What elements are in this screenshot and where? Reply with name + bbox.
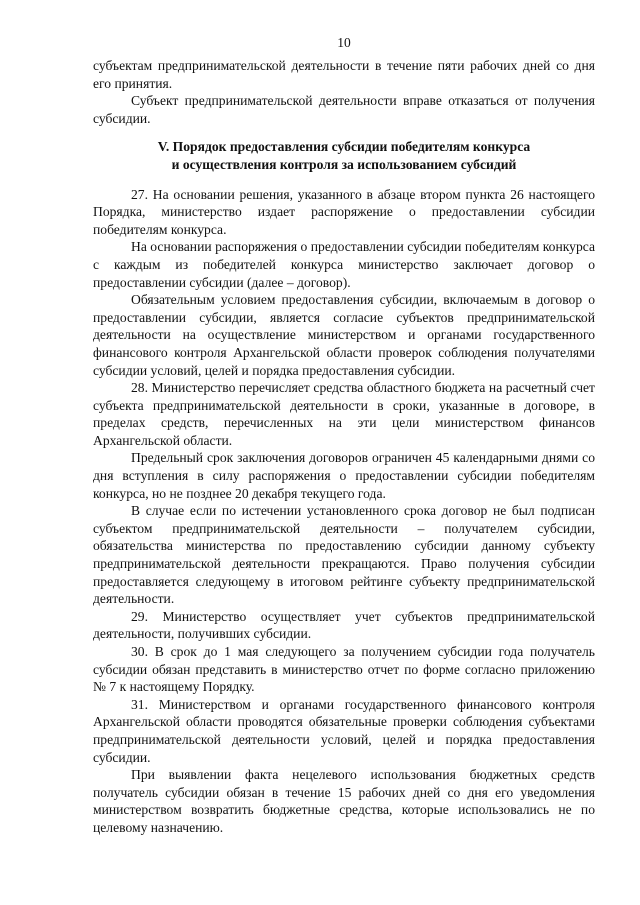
paragraph-item-29: 29. Министерство осуществляет учет субъектов предпринимательской деятельности, получивших субсидии. — [93, 608, 595, 642]
section-heading-line-1: V. Порядок предоставления субсидии победителям конкурса — [157, 139, 531, 155]
paragraph-deadline: Предельный срок заключения договоров ограничен 45 календарными днями со дня вступления в силу распоряжения о предоставлении субсидии победителям конкурса, но не позднее 20 декабря текущего года. — [93, 450, 595, 501]
paragraph-item-27: 27. На основании решения, указанного в абзаце втором пункта 26 настоящего Порядка, министерство издает распоряжение о предоставлении субсидии победителям конкурса. — [93, 186, 595, 237]
section-heading — [93, 138, 595, 173]
paragraph-misuse: При выявлении факта нецелевого использования бюджетных средств получатель субсидии обязан в течение 15 рабочих дней со дня его уведомления министерством возвратить бюджетные средства, которые использовались не по целевому назначению. — [93, 767, 595, 835]
paragraph-item-30: 30. В срок до 1 мая следующего за получением субсидии года получатель субсидии обязан представить в министерство отчет по форме согласно приложению № 7 к настоящему Порядку. — [93, 644, 595, 695]
paragraph-expiry: В случае если по истечении установленного срока договор не был подписан субъектом предпринимательской деятельности – получателем субсидии, обязательства министерства по предоставлению субсидии данному субъекту предпринимательской деятельности прекращаются. Право получения субсидии предоставляется следующему в итоговом рейтинге субъекту предпринимательской деятельности. — [93, 503, 595, 607]
paragraph-agreement: На основании распоряжения о предоставлении субсидии победителям конкурса с каждым из победителей конкурса министерство заключает договор о предоставлении субсидии (далее – договор). — [93, 239, 595, 290]
paragraph-item-31: 31. Министерством и органами государственного финансового контроля Архангельской области проводятся обязательные проверки соблюдения субъектами предпринимательской деятельности условий, целей и порядка предоставления субсидии. — [93, 696, 595, 765]
document-page — [93, 34, 595, 837]
paragraph-item-28: 28. Министерство перечисляет средства областного бюджета на расчетный счет субъекта предпринимательской деятельности в сроки, указанные в договоре, в пределах средств, перечисленных на эти цели министерством финансов Архангельской области. — [93, 380, 595, 448]
page-number: 10 — [337, 35, 351, 50]
paragraph-continuation: субъектам предпринимательской деятельности в течение пяти рабочих дней со дня его принятия. — [93, 58, 595, 91]
paragraph-refusal-right: Субъект предпринимательской деятельности вправе отказаться от получения субсидии. — [93, 93, 595, 126]
paragraph-mandatory-condition: Обязательным условием предоставления субсидии, включаемым в договор о предоставлении субсидии, является согласие субъектов предпринимательской деятельности на осуществление министерством и органами государственного финансового контроля Архангельской области проверок соблюдения получателями субсидии условий, целей и порядка предоставления субсидии. — [93, 292, 595, 378]
section-heading-line-2: и осуществления контроля за использованием субсидий — [171, 156, 517, 172]
